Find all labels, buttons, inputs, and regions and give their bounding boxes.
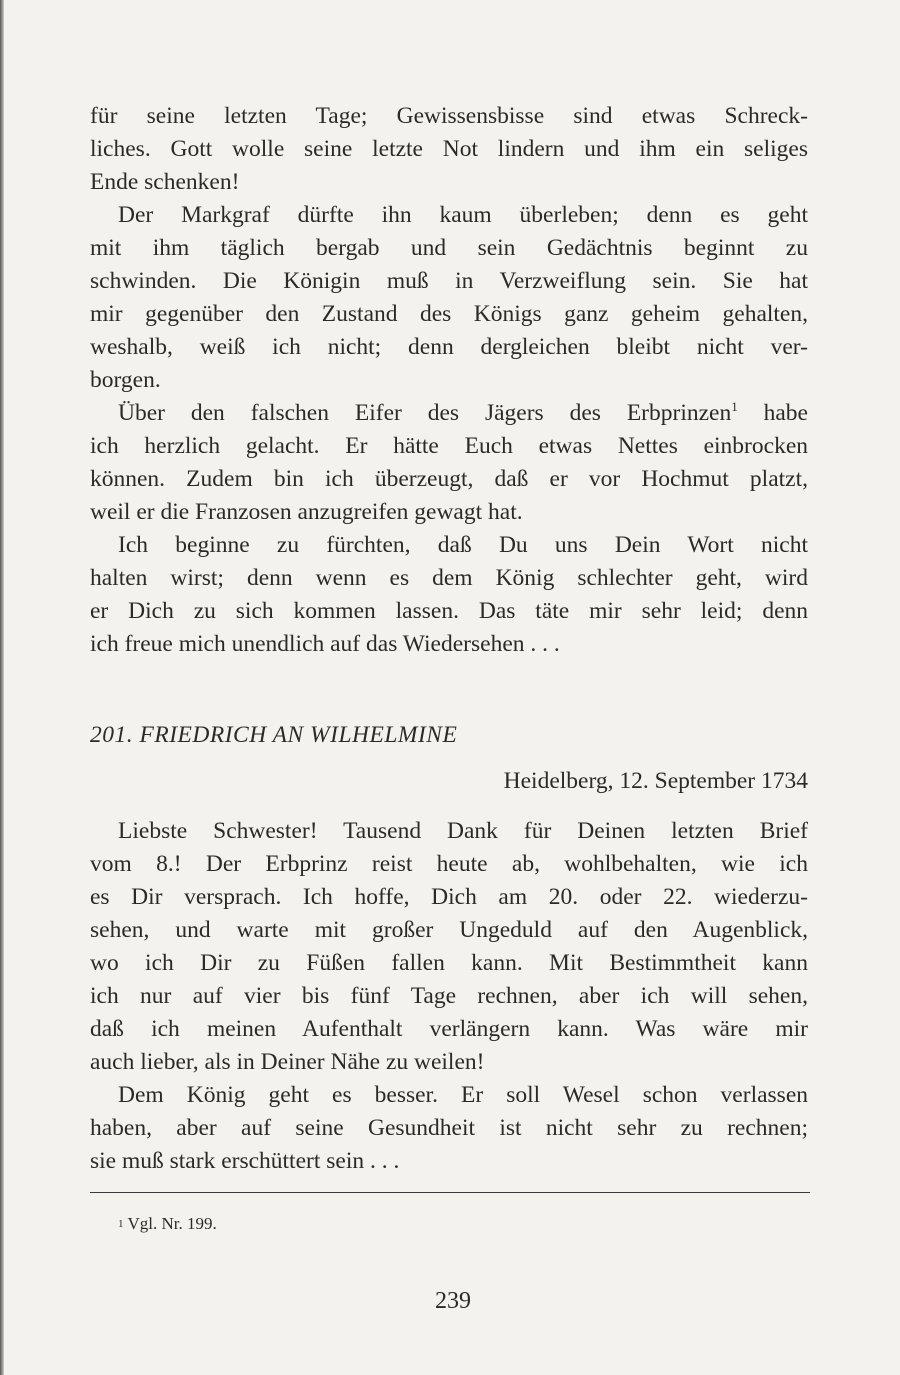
text-line: sehen, und warte mit großer Ungeduld auf den Augenblick, <box>90 917 808 943</box>
text-line: mit ihm täglich bergab und sein Gedächtnis beginnt zu <box>90 235 808 261</box>
footnote-reference: 1 <box>731 399 738 414</box>
letter-heading: 201. FRIEDRICH AN WILHELMINE <box>90 722 458 748</box>
text-line: liches. Gott wolle seine letzte Not lindern und ihm ein seliges <box>90 136 808 162</box>
letter-dateline: Heidelberg, 12. September 1734 <box>503 768 808 794</box>
text-line: können. Zudem bin ich überzeugt, daß er vor Hochmut platzt, <box>90 466 808 492</box>
text-line: sie muß stark erschüttert sein . . . <box>90 1148 400 1174</box>
text-line: Dem König geht es besser. Er soll Wesel schon verlassen <box>118 1082 808 1108</box>
text-line: er Dich zu sich kommen lassen. Das täte mir sehr leid; denn <box>90 598 808 624</box>
text-line: ich nur auf vier bis fünf Tage rechnen, aber ich will sehen, <box>90 983 808 1009</box>
text-line: auch lieber, als in Deiner Nähe zu weilen! <box>90 1049 485 1075</box>
footnote-text: Vgl. Nr. 199. <box>127 1214 217 1233</box>
text-line: borgen. <box>90 367 161 393</box>
page-edge <box>0 0 4 1375</box>
text-line: wo ich Dir zu Füßen fallen kann. Mit Bestimmtheit kann <box>90 950 808 976</box>
paragraph <box>90 529 808 661</box>
text-line: halten wirst; denn wenn es dem König schlechter geht, wird <box>90 565 808 591</box>
text-line: Ende schenken! <box>90 169 240 195</box>
text-line: ich herzlich gelacht. Er hätte Euch etwas Nettes einbrocken <box>90 433 808 459</box>
text-line: weil er die Franzosen anzugreifen gewagt hat. <box>90 499 523 525</box>
text-section-2 <box>90 815 808 1178</box>
text-section-1 <box>90 100 808 661</box>
text-line: für seine letzten Tage; Gewissensbisse sind etwas Schreck- <box>90 103 808 129</box>
text-line: Über den falschen Eifer des Jägers des Erbprinzen$^1$ habe <box>118 399 808 426</box>
footnote-divider <box>90 1192 810 1193</box>
text-line: schwinden. Die Königin muß in Verzweiflung sein. Sie hat <box>90 268 808 294</box>
text-line: mir gegenüber den Zustand des Königs ganz geheim gehalten, <box>90 301 808 327</box>
text-line: Liebste Schwester! Tausend Dank für Deinen letzten Brief <box>118 818 808 844</box>
text-line: vom 8.! Der Erbprinz reist heute ab, wohlbehalten, wie ich <box>90 851 808 877</box>
paragraph <box>90 815 808 1079</box>
paragraph <box>90 199 808 397</box>
paragraph <box>90 397 808 529</box>
text-line: ich freue mich unendlich auf das Wiedersehen . . . <box>90 631 560 657</box>
text-line: daß ich meinen Aufenthalt verlängern kann. Was wäre mir <box>90 1016 808 1042</box>
paragraph <box>90 100 808 199</box>
text-line: Ich beginne zu fürchten, daß Du uns Dein Wort nicht <box>118 532 808 558</box>
footnote-marker: 1 <box>118 1218 124 1230</box>
text-line: Der Markgraf dürfte ihn kaum überleben; denn es geht <box>118 202 808 228</box>
text-line: weshalb, weiß ich nicht; denn dergleichen bleibt nicht ver- <box>90 334 808 360</box>
paragraph <box>90 1079 808 1178</box>
footnote <box>118 1214 217 1234</box>
text-line: haben, aber auf seine Gesundheit ist nicht sehr zu rechnen; <box>90 1115 808 1141</box>
text-line: es Dir versprach. Ich hoffe, Dich am 20. oder 22. wiederzu- <box>90 884 808 910</box>
page-number: 239 <box>435 1288 471 1314</box>
